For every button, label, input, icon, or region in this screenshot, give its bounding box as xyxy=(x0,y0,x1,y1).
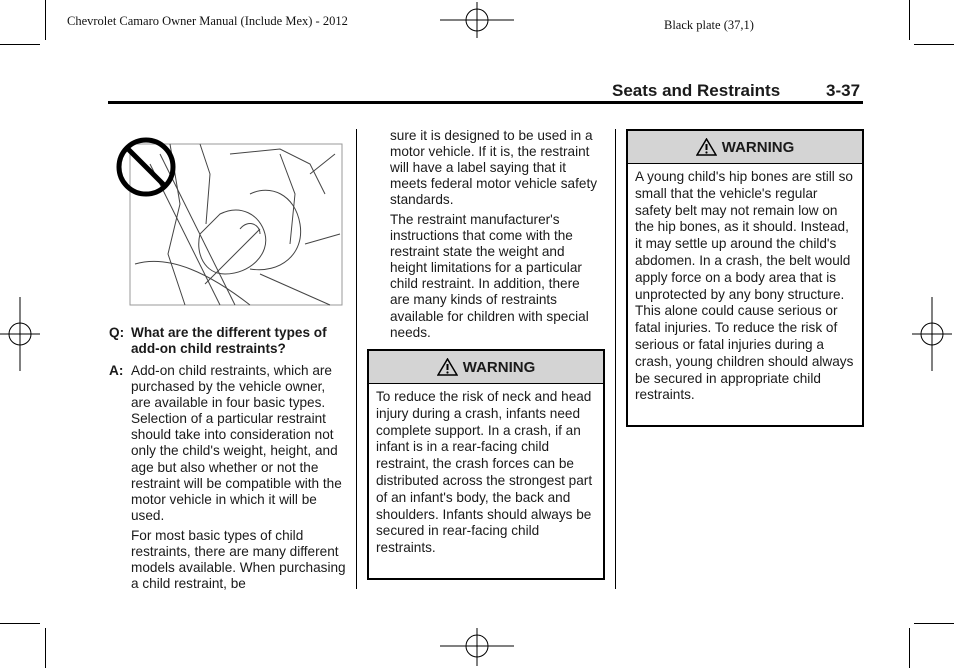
answer-text: Add-on child restraints, which are purchased by the vehicle owner, are available in four basic types. Selection of a particular restraint should take into consideration not only the child's weight, height, and age but also whether or not the restraint will be compatible with the motor vehicle in which it will be used. xyxy=(131,363,342,523)
child-seat-illustration xyxy=(110,134,343,306)
crop-mark xyxy=(0,44,40,45)
warning-title: WARNING xyxy=(721,138,795,156)
warning-triangle-icon xyxy=(696,138,717,156)
column-divider xyxy=(356,129,357,589)
warning-text: A young child's hip bones are still so small that the vehicle's regular safety belt may not remain low on the hip bones, as it should. Instead, it may settle up around the child's abdomen. In a crash, the belt would apply force on a body area that is unprotected by any bony structure. This alone could cause serious or fatal injuries. To reduce the risk of serious or fatal injuries during a crash, young children should always be secured in appropriate child restraints. xyxy=(635,169,854,403)
registration-mark-icon xyxy=(440,628,514,666)
warning-header xyxy=(628,131,862,164)
warning-triangle-icon xyxy=(437,358,458,376)
warning-header xyxy=(369,351,603,384)
section-title: Seats and Restraints xyxy=(612,81,781,100)
crop-mark xyxy=(909,628,910,668)
crop-mark xyxy=(914,623,954,624)
page-number: 3-37 xyxy=(826,81,861,100)
body-paragraph: sure it is designed to be used in a motor vehicle. If it is, the restraint will have a label saying that it meets federal motor vehicle safety standards. xyxy=(390,128,598,208)
warning-box xyxy=(626,129,864,427)
plate-label: Black plate (37,1) xyxy=(664,18,754,32)
crop-mark xyxy=(45,628,46,668)
column-divider xyxy=(615,129,616,589)
answer-label: A: xyxy=(109,363,124,378)
crop-mark xyxy=(0,623,40,624)
registration-mark-icon xyxy=(912,297,952,371)
manual-title: Chevrolet Camaro Owner Manual (Include Mex) - 2012 xyxy=(67,14,348,28)
warning-box xyxy=(367,349,605,580)
crop-mark xyxy=(909,0,910,40)
warning-title: WARNING xyxy=(462,358,536,376)
registration-mark-icon xyxy=(440,2,514,38)
question-label: Q: xyxy=(109,325,125,340)
header-rule xyxy=(108,101,863,104)
registration-mark-icon xyxy=(0,297,40,371)
warning-text: To reduce the risk of neck and head injury during a crash, infants need complete support. In a crash, if an infant is in a rear-facing child restraint, the crash forces can be distributed across the strongest part of an infant's body, the back and shoulders. Infants should always be secured in rear-facing child restraints. xyxy=(376,389,593,556)
crop-mark xyxy=(914,44,954,45)
body-paragraph: For most basic types of child restraints, there are many different models available. When purchasing a child restraint, be xyxy=(131,528,346,592)
crop-mark xyxy=(45,0,46,40)
body-paragraph: The restraint manufacturer's instructions that come with the restraint state the weight and height limitations for a particular child restraint. In addition, there are many kinds of restraints available for children with special needs. xyxy=(390,212,589,340)
question-text: What are the different types of add-on child restraints? xyxy=(131,325,327,357)
